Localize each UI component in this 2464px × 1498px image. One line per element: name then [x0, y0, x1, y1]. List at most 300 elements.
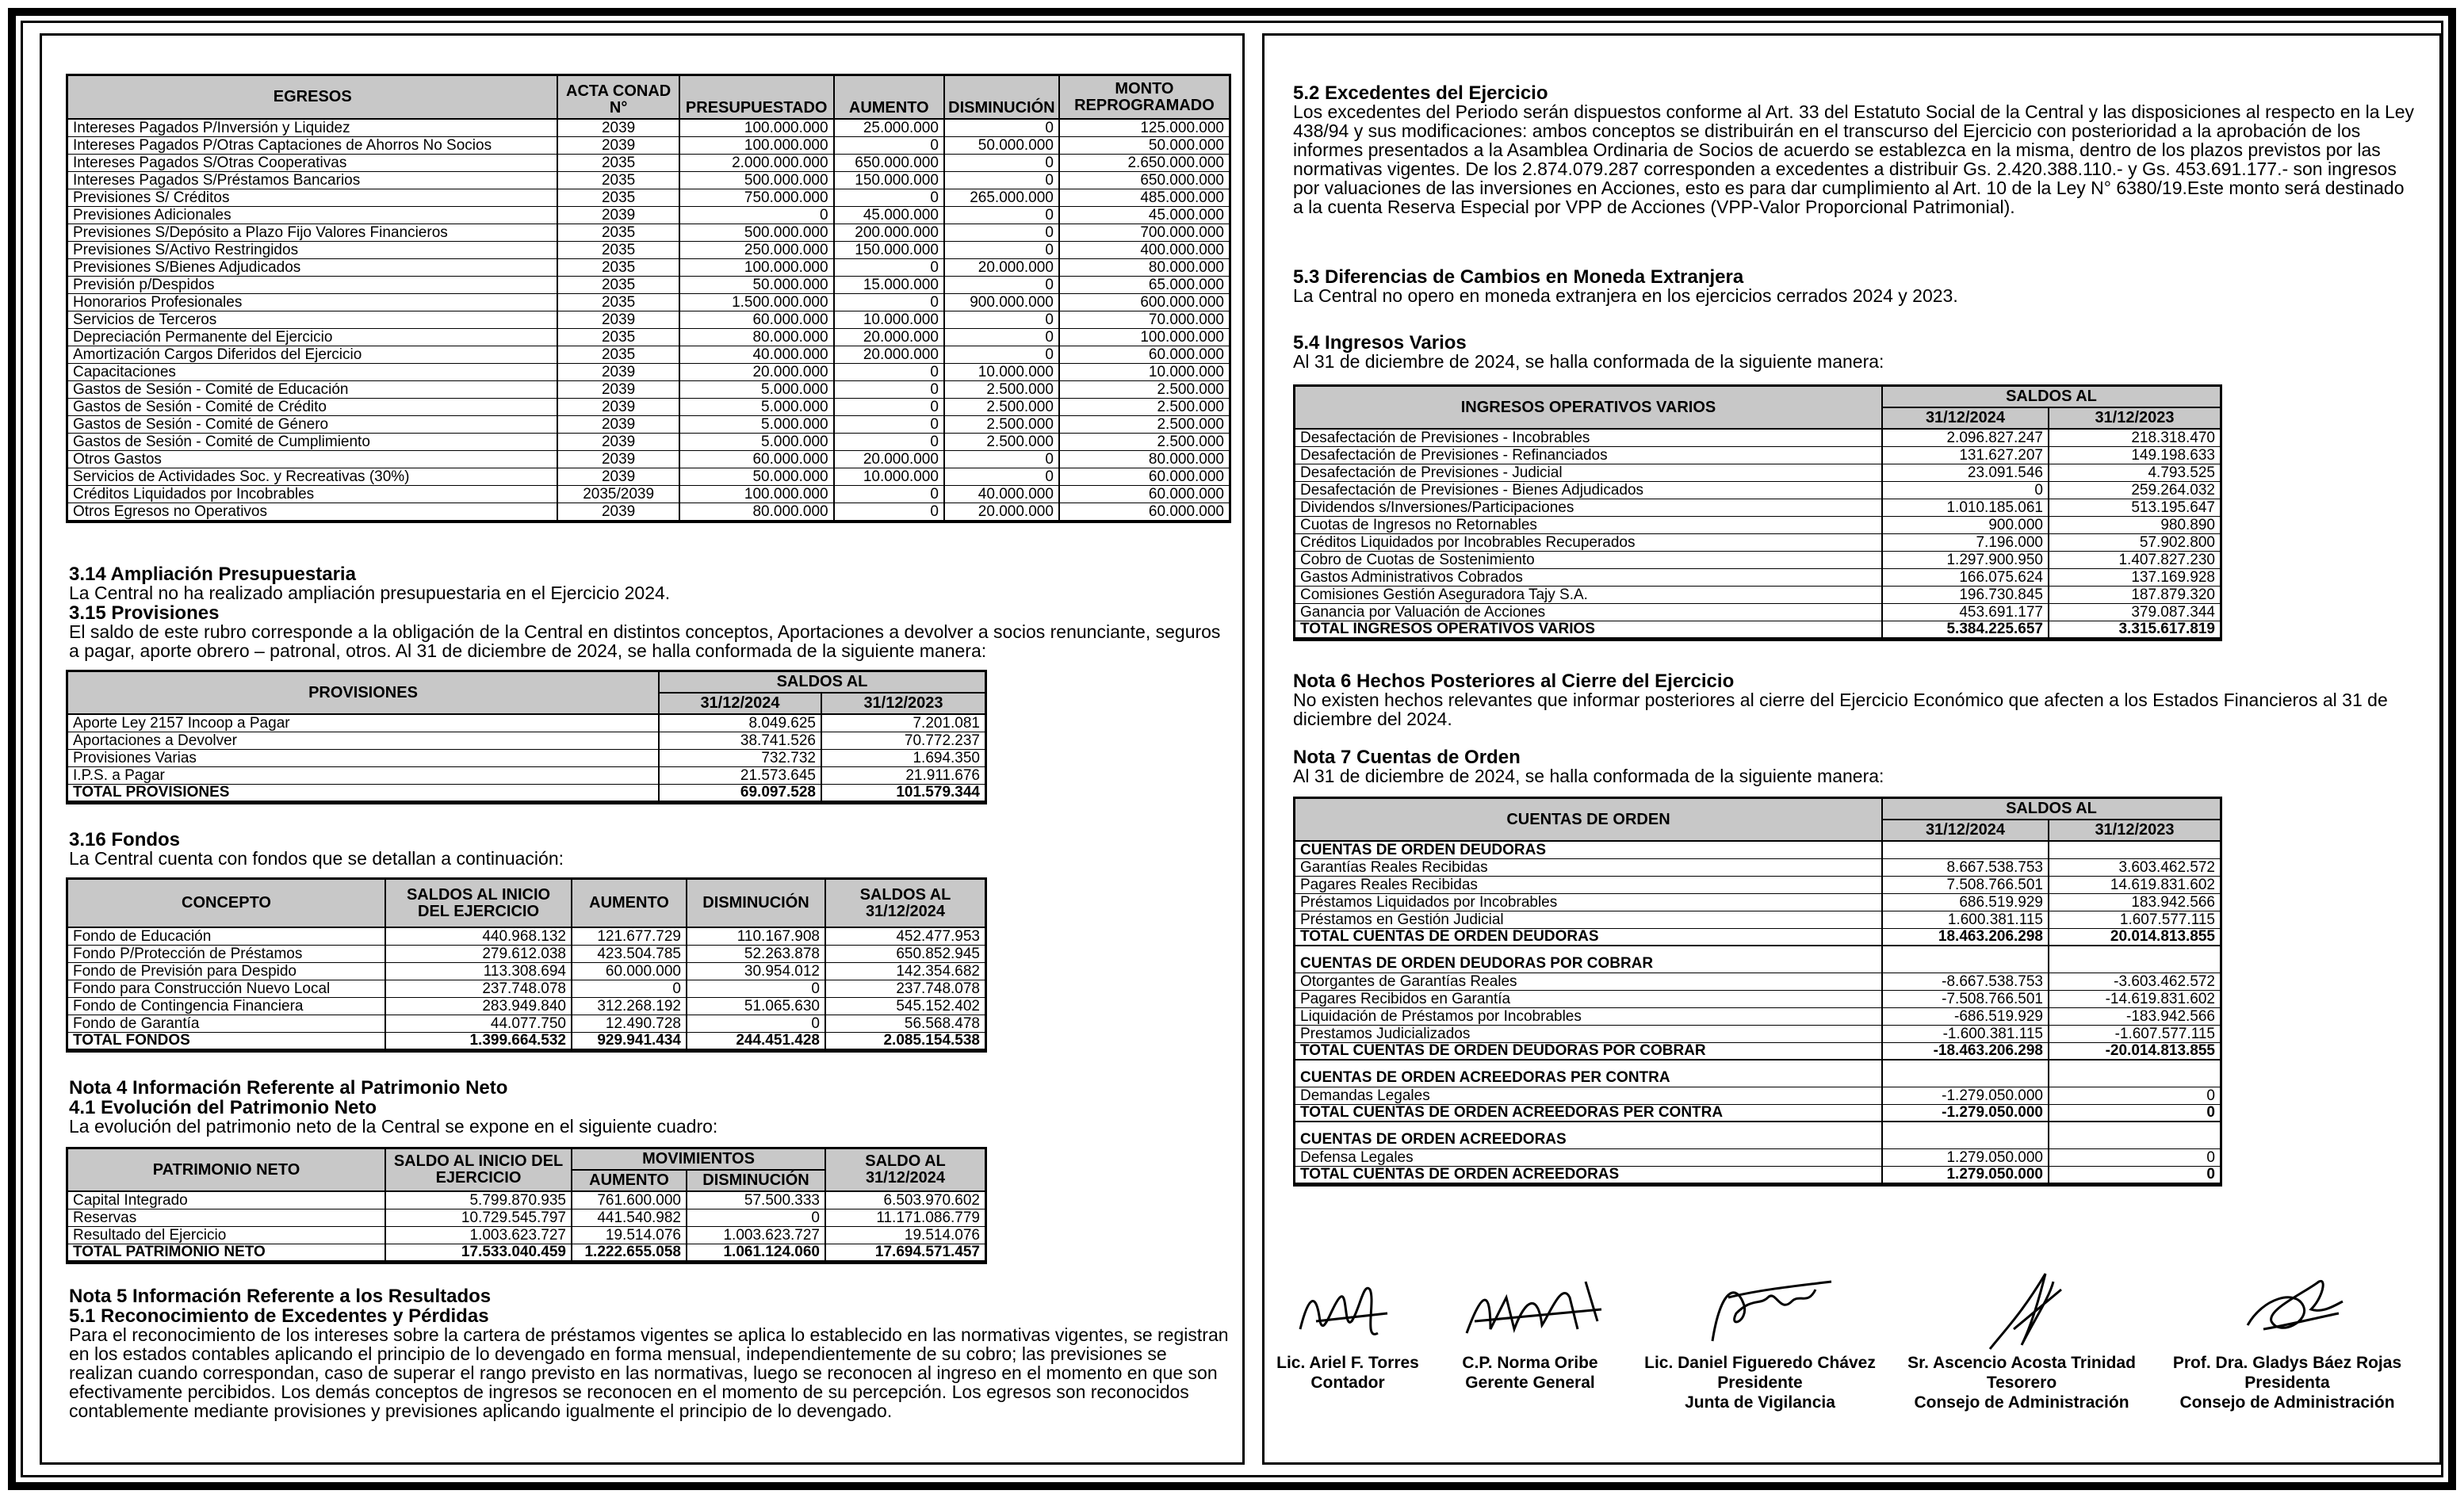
table-row	[68, 980, 985, 997]
signature-name: Lic. Ariel F. Torres	[1276, 1354, 1419, 1372]
table-row	[68, 224, 1229, 241]
table-cell: Capacitaciones	[68, 363, 557, 380]
table-cell: 19.514.076	[825, 1226, 985, 1244]
fondos-col-concepto: CONCEPTO	[68, 880, 385, 927]
table-cell: 1.279.050.000	[1882, 1166, 2049, 1183]
table-cell	[1882, 1122, 2049, 1131]
table-cell: 60.000.000	[1059, 503, 1229, 520]
table-cell: 379.087.344	[2049, 603, 2220, 621]
table-cell: Desafectación de Previsiones - Incobrables	[1295, 429, 1882, 446]
table-cell: Servicios de Terceros	[68, 311, 557, 328]
fondos-col-inicio: SALDOS AL INICIO DEL EJERCICIO	[385, 880, 572, 927]
table-cell: 1.061.124.060	[687, 1244, 825, 1261]
signature-role: Gerente General	[1465, 1374, 1595, 1393]
table-cell: 980.890	[2049, 516, 2220, 533]
table-cell: 50.000.000	[944, 136, 1059, 154]
section-5-2-text: Los excedentes del Periodo serán dispuestos conforme al Art. 33 del Estatuto Social de la Central y las disposiciones al respecto en la Ley 438/94 y sus modificaciones: ambos conceptos se distribuirán en el transcurso del Ejercicio con posterioridad a la aprobación de los informes presentados a la Asamblea Ordinaria de Socios de acuerdo se establezca en la misma, dentro de los plazos previstos por las normativas vigentes. De los 2.874.079.287 corresponden a excedentes a distribuir Gs. 2.420.388.110.- y Gs. 453.691.177.- son ingresos por valuaciones de las inversiones en Acciones, esto es para dar cumplimiento al Art. 10 de la Ley N° 6380/19.Este monto será destinado a la cuenta Reserva Especial por VPP de Acciones (VPP-Valor Proporcional Patrimonial).	[1293, 101, 2415, 217]
table-cell: 40.000.000	[679, 346, 834, 363]
table-row	[1295, 621, 2220, 638]
egresos-col-reprogramado: MONTO REPROGRAMADO	[1059, 76, 1229, 119]
table-cell: Comisiones Gestión Aseguradora Tajy S.A.	[1295, 586, 1882, 603]
nota-5-text: Para el reconocimiento de los intereses sobre la cartera de préstamos vigentes se aplica lo establecido en las normativas vigentes, se registran en los estados contables aplicando el principio de lo devengado en forma mensual, independientemente de su cobro; las previsiones se realizan cuando correspondan, caso de superar el rango previsto en las normativas, luego se reconocen al ingreso en el momento en que son efectivamente percibidos. Los demás conceptos de ingresos se reconocen en el momento de su percepción. Los egresos son reconocidos contablemente mediante provisiones y previsiones aplicando igualmente el principio de lo devengado.	[69, 1324, 1229, 1421]
table-cell: Previsiones S/Activo Restringidos	[68, 241, 557, 258]
table-row	[68, 732, 985, 749]
table-cell: 187.879.320	[2049, 586, 2220, 603]
table-row	[68, 258, 1229, 276]
table-cell: Créditos Liquidados por Incobrables	[68, 485, 557, 503]
table-cell: 1.600.381.115	[1882, 911, 2049, 928]
table-cell: 2035	[557, 224, 679, 241]
patrimonio-col-inicio: SALDO AL INICIO DEL EJERCICIO	[385, 1149, 572, 1191]
cuentas-table	[1295, 799, 2220, 1184]
table-cell: 183.942.566	[2049, 893, 2220, 911]
table-row	[68, 714, 985, 732]
table-cell	[2049, 1122, 2220, 1131]
table-cell: 0	[2049, 1148, 2220, 1166]
section-5-4-title: 5.4 Ingresos Varios	[1293, 332, 1467, 353]
table-cell: 0	[834, 415, 944, 433]
table-cell: 20.000.000	[834, 450, 944, 468]
table-cell: 2.650.000.000	[1059, 154, 1229, 171]
section-3-15-title: 3.15 Provisiones	[69, 602, 220, 625]
table-cell: 750.000.000	[679, 189, 834, 206]
table-cell: 14.619.831.602	[2049, 876, 2220, 893]
table-cell: 2.085.154.538	[825, 1032, 985, 1049]
table-cell: Aportaciones a Devolver	[68, 732, 659, 749]
table-cell: Fondo de Educación	[68, 927, 385, 945]
table-cell: 100.000.000	[1059, 328, 1229, 346]
ingresos-body	[1295, 429, 2220, 638]
table-cell: Fondo para Construcción Nuevo Local	[68, 980, 385, 997]
table-cell: 69.097.528	[659, 784, 821, 801]
nota-7	[1293, 747, 2419, 786]
nota-6-text: No existen hechos relevantes que informar posteriores al cierre del Ejercicio Económico que afecten a los Estados Financieros al 31 de diciembre del 2024.	[1293, 690, 2388, 730]
table-cell: -18.463.206.298	[1882, 1042, 2049, 1060]
table-cell: -1.607.577.115	[2049, 1025, 2220, 1042]
table-cell: 80.000.000	[679, 328, 834, 346]
cuentas-date-2023: 31/12/2023	[2049, 820, 2220, 841]
table-row	[68, 415, 1229, 433]
table-cell: Gastos de Sesión - Comité de Cumplimiento	[68, 433, 557, 450]
table-cell: 5.000.000	[679, 398, 834, 415]
table-cell: 0	[834, 363, 944, 380]
table-cell	[1295, 1122, 1882, 1131]
table-cell: Fondo de Garantía	[68, 1015, 385, 1032]
table-cell: 20.014.813.855	[2049, 928, 2220, 946]
table-cell: 0	[834, 398, 944, 415]
table-cell	[1882, 955, 2049, 973]
egresos-col-disminucion: DISMINUCIÓN	[944, 76, 1059, 119]
egresos-col-acta: ACTA CONAD N°	[557, 76, 679, 119]
table-cell: Desafectación de Previsiones - Bienes Adjudicados	[1295, 481, 1882, 499]
table-cell: Intereses Pagados S/Préstamos Bancarios	[68, 171, 557, 189]
ingresos-table-box	[1293, 384, 2222, 641]
ingresos-saldos-header: SALDOS AL	[1882, 387, 2220, 407]
ingresos-header: INGRESOS OPERATIVOS VARIOS	[1295, 387, 1882, 429]
ingresos-date-2023: 31/12/2023	[2049, 407, 2220, 429]
table-row	[68, 276, 1229, 293]
table-row	[68, 1015, 985, 1032]
signature-name: C.P. Norma Oribe	[1462, 1354, 1598, 1372]
table-cell: 0	[944, 241, 1059, 258]
table-cell: 0	[834, 136, 944, 154]
table-cell: 51.065.630	[687, 997, 825, 1015]
table-row	[68, 293, 1229, 311]
table-cell: Servicios de Actividades Soc. y Recreativas (30%)	[68, 468, 557, 485]
table-cell: 0	[944, 346, 1059, 363]
fondos-col-disminucion: DISMINUCIÓN	[687, 880, 825, 927]
table-cell: 166.075.624	[1882, 568, 2049, 586]
patrimonio-header: PATRIMONIO NETO	[68, 1149, 385, 1191]
signature-image	[1681, 1266, 1839, 1353]
table-cell: 0	[572, 980, 687, 997]
table-cell: 4.793.525	[2049, 464, 2220, 481]
table-row	[68, 206, 1229, 224]
table-cell: Gastos de Sesión - Comité de Educación	[68, 380, 557, 398]
table-cell: TOTAL CUENTAS DE ORDEN ACREEDORAS	[1295, 1166, 1882, 1183]
table-cell: 400.000.000	[1059, 241, 1229, 258]
page-frame	[8, 8, 2456, 1490]
table-cell: 0	[2049, 1104, 2220, 1122]
table-row	[1295, 973, 2220, 990]
table-cell	[1882, 841, 2049, 858]
table-row	[68, 363, 1229, 380]
table-cell: 20.000.000	[834, 328, 944, 346]
table-cell: TOTAL CUENTAS DE ORDEN DEUDORAS	[1295, 928, 1882, 946]
provisiones-table	[68, 672, 985, 802]
cuentas-date-2024: 31/12/2024	[1882, 820, 2049, 841]
table-cell: 3.603.462.572	[2049, 858, 2220, 876]
table-cell: 10.000.000	[1059, 363, 1229, 380]
table-cell	[2049, 1131, 2220, 1148]
provisiones-table-box	[66, 670, 987, 804]
table-row	[68, 380, 1229, 398]
table-cell: I.P.S. a Pagar	[68, 766, 659, 784]
table-cell: 30.954.012	[687, 962, 825, 980]
fondos-col-saldo: SALDOS AL 31/12/2024	[825, 880, 985, 927]
table-cell: -1.279.050.000	[1882, 1087, 2049, 1104]
provisiones-header: PROVISIONES	[68, 672, 659, 714]
table-cell: 650.852.945	[825, 945, 985, 962]
table-row	[1295, 1122, 2220, 1131]
table-row	[68, 749, 985, 766]
table-cell: 250.000.000	[679, 241, 834, 258]
table-cell: 45.000.000	[1059, 206, 1229, 224]
table-cell: 1.399.664.532	[385, 1032, 572, 1049]
fondos-table	[68, 880, 985, 1050]
signature-role: Contador	[1310, 1374, 1385, 1393]
signature-image	[1942, 1266, 2101, 1353]
table-cell: 60.000.000	[572, 962, 687, 980]
table-cell: 0	[834, 258, 944, 276]
fondos-col-aumento: AUMENTO	[572, 880, 687, 927]
right-panel	[1262, 33, 2442, 1465]
table-cell: Previsiones S/Bienes Adjudicados	[68, 258, 557, 276]
table-cell: Pagares Recibidos en Garantía	[1295, 990, 1882, 1007]
table-row	[1295, 429, 2220, 446]
table-cell: 52.263.878	[687, 945, 825, 962]
table-cell: Liquidación de Préstamos por Incobrables	[1295, 1007, 1882, 1025]
table-cell: 100.000.000	[679, 119, 834, 136]
signature-image	[2208, 1266, 2366, 1353]
table-cell: 2035	[557, 154, 679, 171]
table-cell: 19.514.076	[572, 1226, 687, 1244]
table-cell	[2049, 946, 2220, 955]
table-cell: 650.000.000	[1059, 171, 1229, 189]
table-cell: 0	[2049, 1166, 2220, 1183]
table-row	[1295, 568, 2220, 586]
table-cell: 2.500.000	[944, 433, 1059, 450]
table-cell: 440.968.132	[385, 927, 572, 945]
table-row	[1295, 1069, 2220, 1087]
egresos-table	[68, 76, 1229, 521]
table-cell: 2.500.000	[944, 415, 1059, 433]
table-row	[68, 962, 985, 980]
table-row	[1295, 1087, 2220, 1104]
egresos-body	[68, 119, 1229, 520]
table-cell: 18.463.206.298	[1882, 928, 2049, 946]
table-cell: Amortización Cargos Diferidos del Ejercicio	[68, 346, 557, 363]
table-cell: 50.000.000	[1059, 136, 1229, 154]
table-cell	[2049, 1060, 2220, 1069]
table-cell: 57.500.333	[687, 1191, 825, 1209]
table-row	[68, 1032, 985, 1049]
table-cell: 60.000.000	[679, 311, 834, 328]
table-row	[68, 766, 985, 784]
provisiones-saldos-header: SALDOS AL	[659, 672, 985, 693]
signature-image	[1284, 1266, 1411, 1353]
table-cell: Capital Integrado	[68, 1191, 385, 1209]
table-cell: 12.490.728	[572, 1015, 687, 1032]
signature-role-2: Consejo de Administración	[1914, 1393, 2129, 1412]
table-cell: 2035	[557, 293, 679, 311]
table-cell: 500.000.000	[679, 171, 834, 189]
table-cell: 0	[687, 1015, 825, 1032]
table-row	[1295, 516, 2220, 533]
table-cell: 2035	[557, 189, 679, 206]
table-cell: 0	[944, 276, 1059, 293]
table-cell: TOTAL FONDOS	[68, 1032, 385, 1049]
table-cell: 218.318.470	[2049, 429, 2220, 446]
table-cell: 513.195.647	[2049, 499, 2220, 516]
table-cell: CUENTAS DE ORDEN ACREEDORAS PER CONTRA	[1295, 1069, 1882, 1087]
table-cell: 1.279.050.000	[1882, 1148, 2049, 1166]
table-cell: 0	[944, 450, 1059, 468]
table-cell: Fondo de Contingencia Financiera	[68, 997, 385, 1015]
table-cell: 441.540.982	[572, 1209, 687, 1226]
nota-6-title: Nota 6 Hechos Posteriores al Cierre del Ejercicio	[1293, 671, 1735, 692]
table-cell: 80.000.000	[1059, 450, 1229, 468]
table-cell: Ganancia por Valuación de Acciones	[1295, 603, 1882, 621]
table-cell: 485.000.000	[1059, 189, 1229, 206]
table-cell: 25.000.000	[834, 119, 944, 136]
section-3-14-title: 3.14 Ampliación Presupuestaria	[69, 564, 356, 585]
section-3-16-text: La Central cuenta con fondos que se detallan a continuación:	[69, 848, 564, 869]
table-cell: 45.000.000	[834, 206, 944, 224]
table-cell: TOTAL PATRIMONIO NETO	[68, 1244, 385, 1261]
nota-5-title: Nota 5 Información Referente a los Resultados	[69, 1286, 492, 1307]
table-cell: Intereses Pagados S/Otras Cooperativas	[68, 154, 557, 171]
nota-4-1-title: 4.1 Evolución del Patrimonio Neto	[69, 1097, 377, 1119]
table-cell: 0	[944, 206, 1059, 224]
table-cell: 150.000.000	[834, 171, 944, 189]
table-cell: 0	[944, 468, 1059, 485]
table-row	[68, 485, 1229, 503]
table-cell: 100.000.000	[679, 136, 834, 154]
table-row	[1295, 1148, 2220, 1166]
table-cell: Previsiones Adicionales	[68, 206, 557, 224]
table-cell: 0	[2049, 1087, 2220, 1104]
table-cell: Intereses Pagados P/Inversión y Liquidez	[68, 119, 557, 136]
table-cell: 2035	[557, 258, 679, 276]
table-cell	[1882, 1131, 2049, 1148]
table-row	[68, 997, 985, 1015]
table-cell: 0	[944, 224, 1059, 241]
table-cell: 2035	[557, 241, 679, 258]
table-cell: -1.600.381.115	[1882, 1025, 2049, 1042]
table-cell: 283.949.840	[385, 997, 572, 1015]
table-cell: 21.911.676	[821, 766, 985, 784]
table-cell: Resultado del Ejercicio	[68, 1226, 385, 1244]
table-row	[1295, 1042, 2220, 1060]
table-cell: 113.308.694	[385, 962, 572, 980]
table-row	[68, 433, 1229, 450]
table-cell: 0	[834, 503, 944, 520]
table-cell: 100.000.000	[679, 485, 834, 503]
signature-name: Lic. Daniel Figueredo Chávez	[1644, 1354, 1876, 1372]
table-row	[68, 154, 1229, 171]
provisiones-date-2023: 31/12/2023	[821, 693, 985, 714]
table-cell: 70.000.000	[1059, 311, 1229, 328]
table-row	[1295, 1131, 2220, 1148]
table-cell: 6.503.970.602	[825, 1191, 985, 1209]
section-3-15-text: El saldo de este rubro corresponde a la obligación de la Central en distintos conceptos, Aportaciones a devolver a socios renunciante, seguros a pagar, aporte obrero – patronal, otros. Al 31 de diciembre de 2024, se halla conformada de la siguiente manera:	[69, 621, 1221, 662]
table-cell: 2039	[557, 363, 679, 380]
patrimonio-table	[68, 1149, 985, 1262]
table-cell: TOTAL CUENTAS DE ORDEN DEUDORAS POR COBRAR	[1295, 1042, 1882, 1060]
table-cell: 1.500.000.000	[679, 293, 834, 311]
table-cell: 2039	[557, 415, 679, 433]
table-cell: 259.264.032	[2049, 481, 2220, 499]
table-cell: -8.667.538.753	[1882, 973, 2049, 990]
table-cell: 21.573.645	[659, 766, 821, 784]
table-cell: 0	[944, 328, 1059, 346]
table-row	[1295, 481, 2220, 499]
table-cell: 0	[687, 980, 825, 997]
table-cell: 80.000.000	[679, 503, 834, 520]
table-cell: Aporte Ley 2157 Incoop a Pagar	[68, 714, 659, 732]
table-cell: 929.941.434	[572, 1032, 687, 1049]
table-cell: 200.000.000	[834, 224, 944, 241]
table-row	[1295, 841, 2220, 858]
signature-junta-vigilancia	[1629, 1266, 1891, 1413]
table-cell: 5.000.000	[679, 380, 834, 398]
table-cell	[1295, 946, 1882, 955]
table-cell: 5.384.225.657	[1882, 621, 2049, 638]
table-row	[68, 189, 1229, 206]
table-cell: 0	[944, 171, 1059, 189]
table-row	[1295, 603, 2220, 621]
nota-4	[69, 1078, 1234, 1137]
table-row	[1295, 1025, 2220, 1042]
table-cell: 2.000.000.000	[679, 154, 834, 171]
table-cell: 149.198.633	[2049, 446, 2220, 464]
table-cell: 60.000.000	[679, 450, 834, 468]
table-cell: 10.000.000	[834, 311, 944, 328]
table-row	[1295, 1060, 2220, 1069]
table-cell: Pagares Reales Recibidas	[1295, 876, 1882, 893]
patrimonio-movimientos-header: MOVIMIENTOS	[572, 1149, 825, 1170]
table-cell: Previsiones S/Depósito a Plazo Fijo Valores Financieros	[68, 224, 557, 241]
table-cell: 38.741.526	[659, 732, 821, 749]
table-row	[68, 311, 1229, 328]
table-cell: 237.748.078	[825, 980, 985, 997]
table-cell: 2035/2039	[557, 485, 679, 503]
table-cell: 0	[944, 311, 1059, 328]
table-cell: 80.000.000	[1059, 258, 1229, 276]
table-cell	[1295, 1060, 1882, 1069]
nota-7-title: Nota 7 Cuentas de Orden	[1293, 747, 1521, 768]
table-row	[68, 927, 985, 945]
table-row	[68, 171, 1229, 189]
table-cell: 121.677.729	[572, 927, 687, 945]
table-cell: 10.000.000	[834, 468, 944, 485]
provisiones-body	[68, 714, 985, 801]
table-cell: 2039	[557, 380, 679, 398]
table-cell: 453.691.177	[1882, 603, 2049, 621]
table-cell: 0	[944, 154, 1059, 171]
table-row	[1295, 1104, 2220, 1122]
table-cell: Prestamos Judicializados	[1295, 1025, 1882, 1042]
table-cell: 40.000.000	[944, 485, 1059, 503]
table-cell: 57.902.800	[2049, 533, 2220, 551]
table-cell: 2.096.827.247	[1882, 429, 2049, 446]
table-cell: 237.748.078	[385, 980, 572, 997]
table-cell	[1882, 1060, 2049, 1069]
table-cell: Cuotas de Ingresos no Retornables	[1295, 516, 1882, 533]
table-cell: 7.196.000	[1882, 533, 2049, 551]
table-cell: 761.600.000	[572, 1191, 687, 1209]
table-cell: 0	[687, 1209, 825, 1226]
table-cell: 2035	[557, 346, 679, 363]
table-cell: 500.000.000	[679, 224, 834, 241]
table-cell: 2.500.000	[1059, 415, 1229, 433]
table-cell: 423.504.785	[572, 945, 687, 962]
table-cell: 2039	[557, 119, 679, 136]
table-cell: 2039	[557, 136, 679, 154]
table-cell: 545.152.402	[825, 997, 985, 1015]
nota-6	[1293, 671, 2419, 729]
cuentas-body	[1295, 841, 2220, 1183]
table-cell: Honorarios Profesionales	[68, 293, 557, 311]
left-panel	[40, 33, 1245, 1465]
table-row	[68, 136, 1229, 154]
table-row	[68, 1226, 985, 1244]
table-cell: Préstamos Liquidados por Incobrables	[1295, 893, 1882, 911]
table-cell: CUENTAS DE ORDEN DEUDORAS	[1295, 841, 1882, 858]
table-cell: 44.077.750	[385, 1015, 572, 1032]
table-cell: 110.167.908	[687, 927, 825, 945]
table-cell: Defensa Legales	[1295, 1148, 1882, 1166]
table-cell: 11.171.086.779	[825, 1209, 985, 1226]
section-5-2	[1293, 83, 2419, 217]
patrimonio-col-aumento: AUMENTO	[572, 1170, 687, 1191]
table-row	[68, 945, 985, 962]
table-cell	[2049, 1069, 2220, 1087]
section-5-3-text: La Central no opero en moneda extranjera en los ejercicios cerrados 2024 y 2023.	[1293, 285, 1958, 307]
table-cell: 137.169.928	[2049, 568, 2220, 586]
table-row	[1295, 858, 2220, 876]
